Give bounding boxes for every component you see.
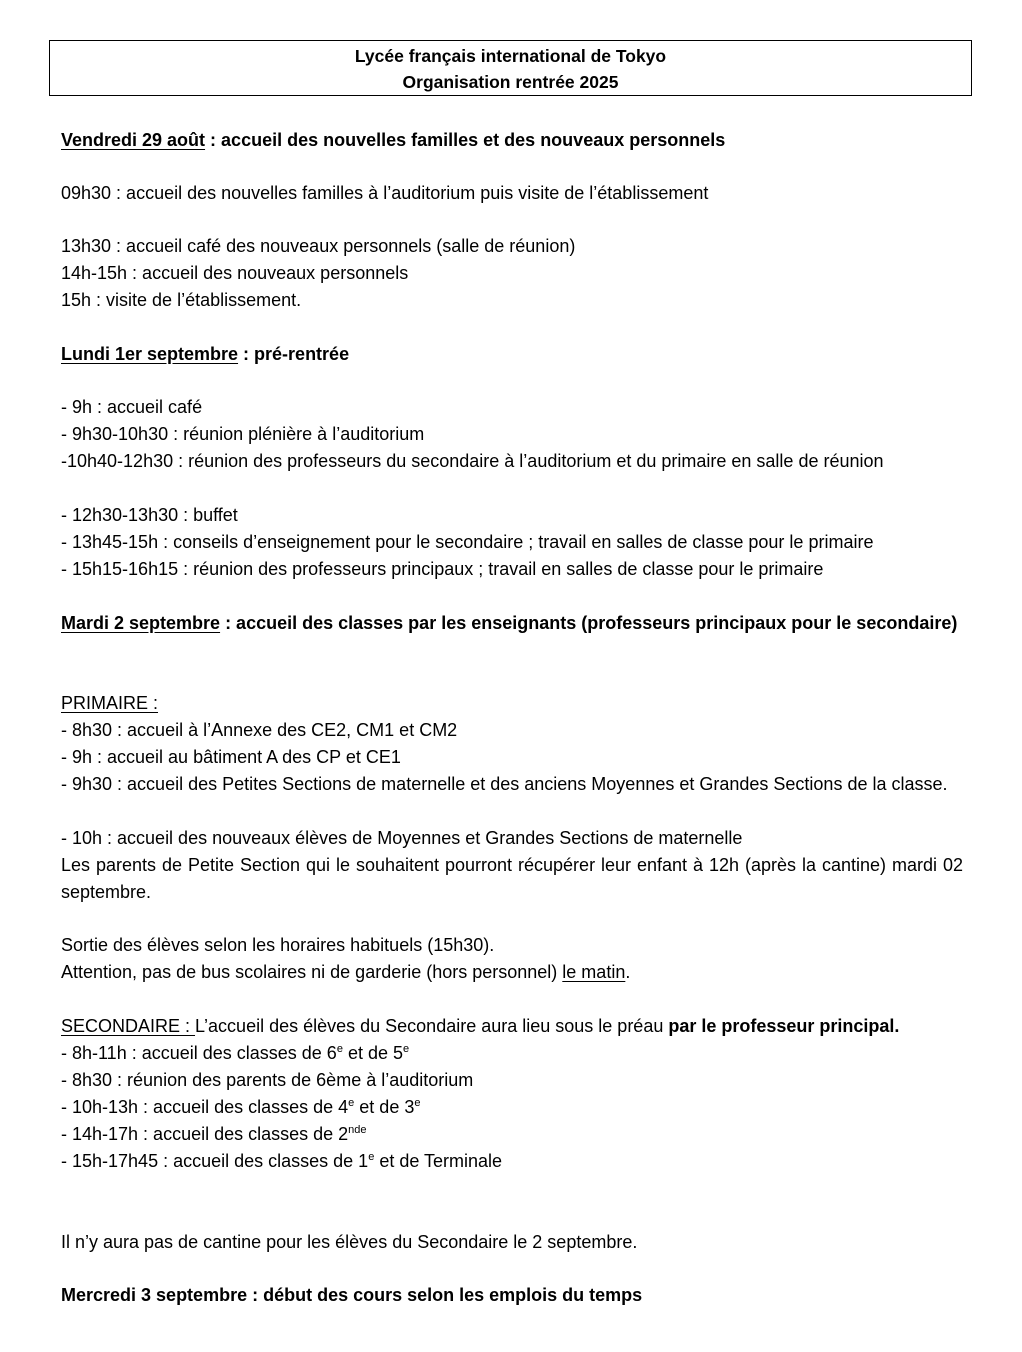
friday-item: 14h-15h : accueil des nouveaux personnels bbox=[61, 263, 409, 283]
secondary-intro-line bbox=[61, 1013, 963, 1040]
primary-note: Sortie des élèves selon les horaires habituels (15h30). bbox=[61, 935, 495, 955]
monday-item: - 12h30-13h30 : buffet bbox=[61, 505, 238, 525]
note-emphasis: le matin bbox=[562, 962, 626, 982]
ordinal-sup: e bbox=[403, 1043, 410, 1055]
primary-item: - 9h30 : accueil des Petites Sections de maternelle et des anciens Moyennes et Grandes Sections de la classe. bbox=[61, 774, 948, 794]
monday-heading bbox=[61, 341, 963, 368]
friday-item: 15h : visite de l’établissement. bbox=[61, 290, 302, 310]
ordinal-sup: e bbox=[368, 1151, 375, 1163]
school-name: Lycée français international de Tokyo bbox=[354, 46, 667, 66]
ordinal-sup: e bbox=[414, 1097, 421, 1109]
secondary-item: - 8h30 : réunion des parents de 6ème à l’auditorium bbox=[61, 1070, 474, 1090]
secondary-heading: SECONDAIRE : bbox=[61, 1016, 196, 1036]
ordinal-sup: e bbox=[348, 1097, 355, 1109]
document-subtitle: Organisation rentrée 2025 bbox=[402, 72, 619, 92]
secondary-item bbox=[61, 1121, 963, 1148]
primary-item: - 9h : accueil au bâtiment A des CP et CE1 bbox=[61, 747, 401, 767]
item-text: et de 3 bbox=[354, 1097, 415, 1117]
secondary-intro: L’accueil des élèves du Secondaire aura lieu sous le préau bbox=[195, 1016, 669, 1036]
primary-item: - 10h : accueil des nouveaux élèves de Moyennes et Grandes Sections de maternelle bbox=[61, 828, 743, 848]
monday-date: Lundi 1er septembre bbox=[61, 344, 239, 364]
monday-title: : pré-rentrée bbox=[238, 344, 350, 364]
secondary-item bbox=[61, 1094, 963, 1121]
secondary-intro-bold: par le professeur principal. bbox=[668, 1016, 900, 1036]
monday-item: -10h40-12h30 : réunion des professeurs du secondaire à l’auditorium et du primaire en salle de réunion bbox=[61, 451, 884, 471]
friday-item: 09h30 : accueil des nouvelles familles à l’auditorium puis visite de l’établissement bbox=[61, 183, 709, 203]
monday-item: - 9h : accueil café bbox=[61, 397, 203, 417]
monday-item: - 13h45-15h : conseils d’enseignement pour le secondaire ; travail en salles de classe pour le primaire bbox=[61, 532, 874, 552]
item-text: - 8h-11h : accueil des classes de 6 bbox=[61, 1043, 337, 1063]
tuesday-date: Mardi 2 septembre bbox=[61, 613, 221, 633]
monday-item: - 9h30-10h30 : réunion plénière à l’auditorium bbox=[61, 424, 425, 444]
monday-item: - 15h15-16h15 : réunion des professeurs principaux ; travail en salles de classe pour le primaire bbox=[61, 559, 824, 579]
cantine-note: Il n’y aura pas de cantine pour les élèves du Secondaire le 2 septembre. bbox=[61, 1232, 638, 1252]
ordinal-sup: e bbox=[336, 1043, 343, 1055]
primary-item: - 8h30 : accueil à l’Annexe des CE2, CM1 et CM2 bbox=[61, 720, 458, 740]
item-text: et de 5 bbox=[342, 1043, 403, 1063]
note-text: . bbox=[625, 962, 631, 982]
item-text: - 10h-13h : accueil des classes de 4 bbox=[61, 1097, 349, 1117]
primary-heading: PRIMAIRE : bbox=[61, 693, 159, 713]
friday-heading bbox=[61, 127, 963, 154]
friday-date: Vendredi 29 août bbox=[61, 130, 206, 150]
item-text: - 15h-17h45 : accueil des classes de 1 bbox=[61, 1151, 369, 1171]
primary-note bbox=[61, 959, 963, 986]
item-text: - 14h-17h : accueil des classes de 2 bbox=[61, 1124, 349, 1144]
item-text: et de Terminale bbox=[374, 1151, 503, 1171]
friday-item: 13h30 : accueil café des nouveaux personnels (salle de réunion) bbox=[61, 236, 576, 256]
primary-note: Les parents de Petite Section qui le souhaitent pourront récupérer leur enfant à 12h (après la cantine) mardi 02 septembre. bbox=[61, 855, 963, 902]
wednesday-heading: Mercredi 3 septembre : début des cours selon les emplois du temps bbox=[61, 1285, 643, 1305]
tuesday-title: : accueil des classes par les enseignants (professeurs principaux pour le secondaire) bbox=[220, 613, 958, 633]
secondary-item bbox=[61, 1148, 963, 1175]
tuesday-heading bbox=[61, 610, 963, 637]
ordinal-sup: nde bbox=[348, 1124, 367, 1136]
secondary-item bbox=[61, 1040, 963, 1067]
document-title-box bbox=[49, 40, 972, 96]
friday-title: : accueil des nouvelles familles et des nouveaux personnels bbox=[205, 130, 726, 150]
note-text: Attention, pas de bus scolaires ni de garderie (hors personnel) bbox=[61, 962, 563, 982]
